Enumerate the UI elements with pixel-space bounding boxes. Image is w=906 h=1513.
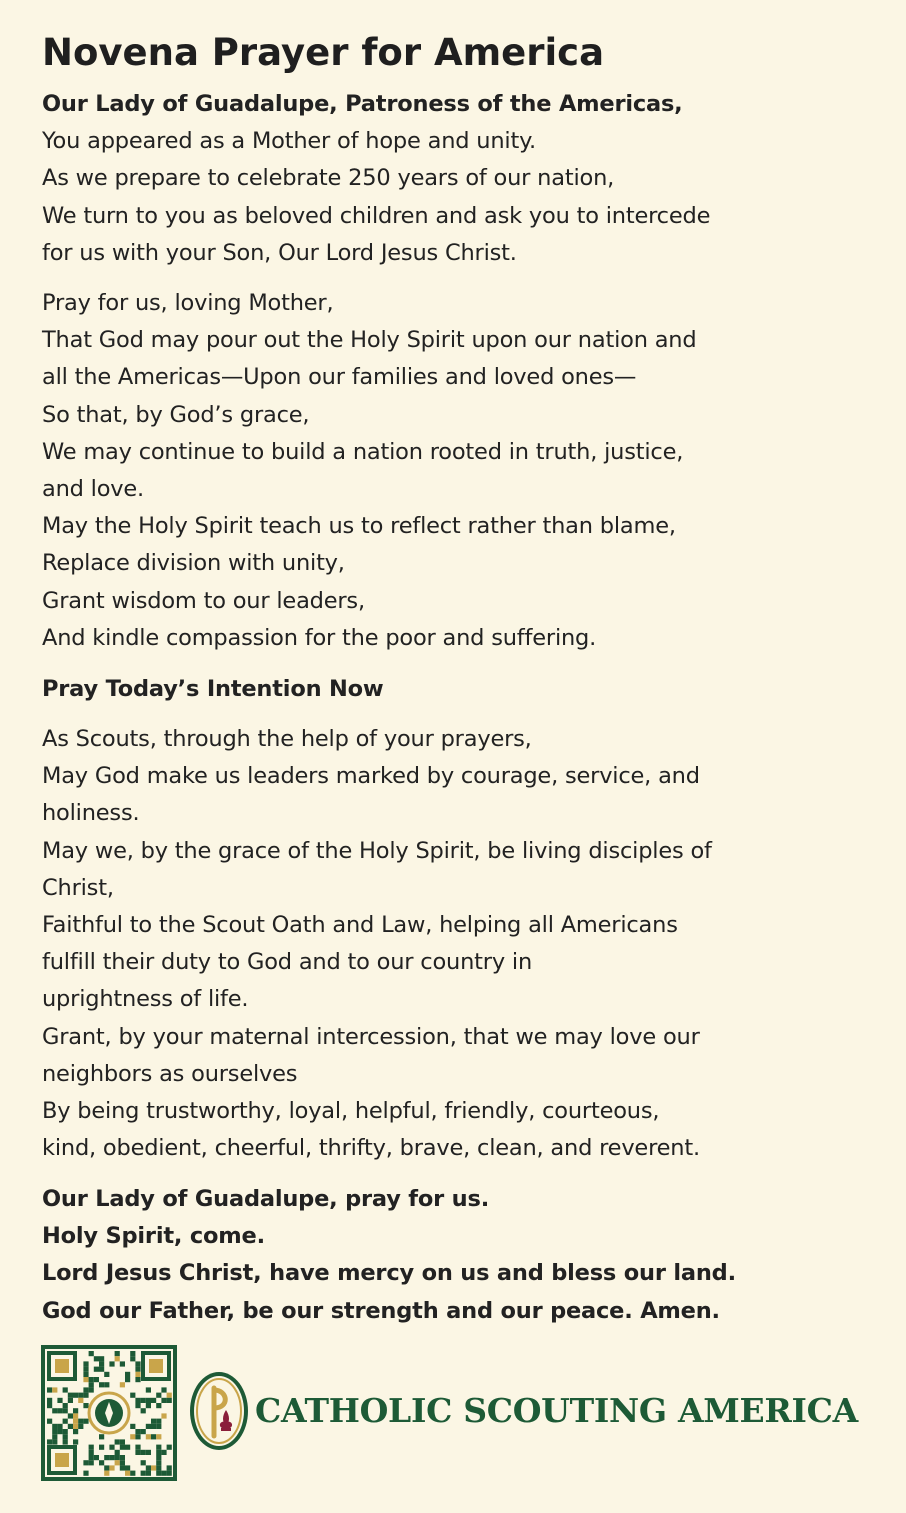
opening-heading: Our Lady of Guadalupe, Patroness of the Americas, — [42, 91, 683, 117]
prayer-line: for us with your Son, Our Lord Jesus Christ. — [42, 239, 517, 266]
prayer-line: all the Americas—Upon our families and loved ones— — [42, 364, 637, 391]
prayer-line: So that, by God’s grace, — [42, 401, 310, 428]
intention-heading: Pray Today’s Intention Now — [42, 676, 384, 702]
closing-line: God our Father, be our strength and our peace. Amen. — [42, 1297, 720, 1324]
prayer-line: Christ, — [42, 874, 114, 901]
chi-rho-fleur-de-lis-badge-icon — [188, 1370, 250, 1452]
prayer-line: That God may pour out the Holy Spirit upon our nation and — [42, 327, 697, 354]
closing-line: Our Lady of Guadalupe, pray for us. — [42, 1186, 490, 1212]
prayer-line: neighbors as ourselves — [42, 1060, 298, 1087]
intention-section — [42, 671, 882, 708]
prayer-line: We may continue to build a nation rooted in truth, justice, — [42, 438, 684, 465]
closing-line: Holy Spirit, come. — [42, 1223, 265, 1250]
opening-section — [42, 86, 882, 272]
petition-section — [42, 285, 882, 657]
prayer-line: Faithful to the Scout Oath and Law, helping all Americans — [42, 912, 678, 939]
prayer-line: Replace division with unity, — [42, 550, 345, 577]
prayer-line: uprightness of life. — [42, 986, 249, 1013]
prayer-line: You appeared as a Mother of hope and unity. — [42, 128, 536, 155]
prayer-line: and love. — [42, 476, 145, 503]
prayer-line: As we prepare to celebrate 250 years of our nation, — [42, 165, 615, 192]
footer — [41, 1345, 871, 1481]
prayer-line: May God make us leaders marked by courage, service, and — [42, 763, 700, 790]
brand-name: CATHOLIC SCOUTING AMERICA — [255, 1391, 858, 1430]
prayer-line: kind, obedient, cheerful, thrifty, brave, clean, and reverent. — [42, 1135, 700, 1162]
prayer-line: We turn to you as beloved children and ask you to intercede — [42, 202, 711, 229]
closing-line: Lord Jesus Christ, have mercy on us and bless our land. — [42, 1260, 736, 1287]
prayer-line: And kindle compassion for the poor and suffering. — [42, 624, 597, 651]
prayer-line: As Scouts, through the help of your prayers, — [42, 726, 532, 752]
scout-intention-section — [42, 721, 882, 1167]
prayer-line: Grant, by your maternal intercession, that we may love our — [42, 1023, 700, 1050]
closing-section — [42, 1181, 882, 1330]
prayer-line: holiness. — [42, 800, 140, 827]
prayer-line: May the Holy Spirit teach us to reflect rather than blame, — [42, 513, 676, 540]
page-title: Novena Prayer for America — [42, 31, 605, 74]
prayer-line: By being trustworthy, loyal, helpful, friendly, courteous, — [42, 1098, 660, 1125]
qr-code-icon[interactable] — [41, 1345, 177, 1481]
prayer-line: Grant wisdom to our leaders, — [42, 587, 365, 614]
prayer-line: May we, by the grace of the Holy Spirit, be living disciples of — [42, 837, 712, 864]
prayer-line: Pray for us, loving Mother, — [42, 290, 334, 316]
prayer-line: fulfill their duty to God and to our country in — [42, 949, 533, 976]
